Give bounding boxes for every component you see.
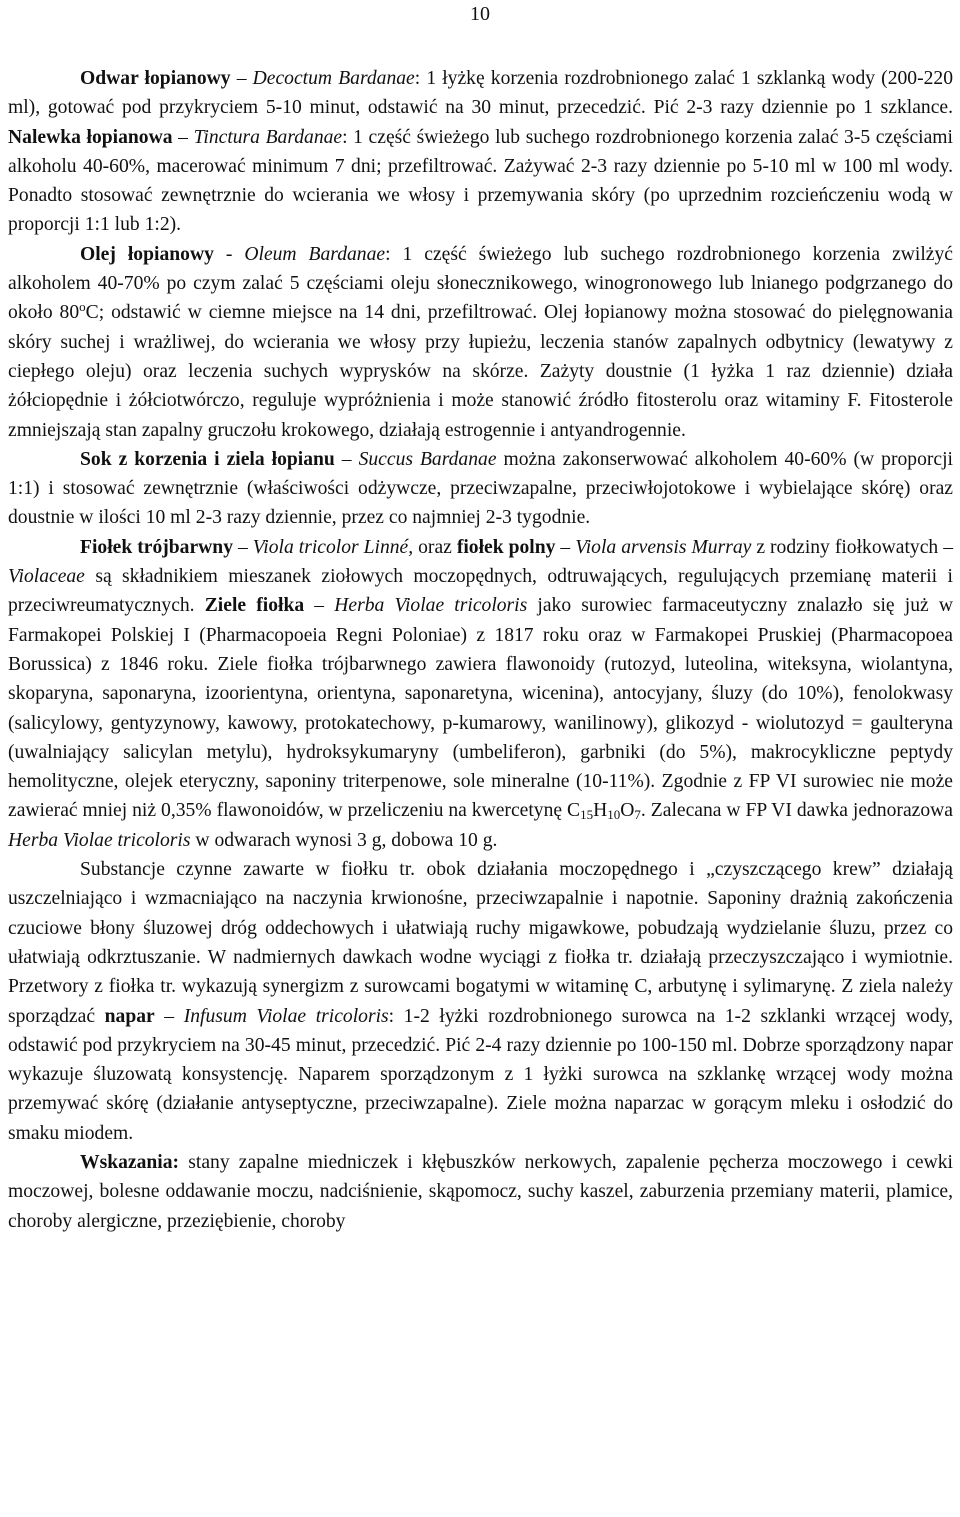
text-run: – (154, 1005, 184, 1027)
bold-term: napar (104, 1005, 155, 1027)
text-run: : 1 część świeżego lub suchego rozdrobnionego korzenia zwilżyć alkoholem 40-70% po czym zalać 5 częściami oleju słonecznikowego, winogronowego lub lnianego podgrzanego do około 80 (8, 243, 954, 324)
paragraph (8, 855, 953, 1148)
bold-term: Sok z korzenia i ziela łopianu (80, 448, 335, 470)
bold-term: fiołek polny (456, 536, 556, 558)
bold-term: Ziele fiołka (204, 595, 305, 617)
text-run: można zakonserwować alkoholem 40-60% (w proporcji 1:1) i stosować zewnętrznie (właściwości odżywcze, przeciwzapalne, przeciwłojotokowe i wybielające skórę) oraz doustnie w ilości 10 ml 2-3 razy dziennie, przez co najmniej 2-3 tygodnie. (8, 448, 953, 529)
italic-term: Viola arvensis Murray (575, 536, 752, 558)
subscript: 15 (580, 807, 594, 823)
text-run: C; odstawić w ciemne miejsce na 14 dni, przefiltrować. Olej łopianowy można stosować do pielęgnowania skóry suchej i wrażliwej, do wcierania we włosy przy łupieżu, leczenia stanów zapalnych odbytnicy (lewatywy z ciepłego oleju) oraz leczenia suchych wyprysków na skórze. Zażyty doustnie (1 łyżka 1 raz dziennie) działa żółciopędnie i żółciotwórczo, reguluje wypróżnienia i może stanowić źródło fitosterolu oraz witaminy F. Fitosterole zmniejszają stan zapalny gruczołu krokowego, działają estrogennie i antyandrogennie. (8, 302, 953, 441)
italic-term: Tinctura Bardanae (193, 126, 343, 148)
text-run: – (304, 595, 335, 617)
text-run: – (172, 126, 194, 148)
text-run: : 1-2 łyżki rozdrobnionego surowca na 1-2 szklanki wrzącej wody, odstawić pod przykryciem na 30-45 minut, przecedzić. Pić 2-4 razy dziennie po 100-150 ml. Dobrze sporządzony napar wykazuje śluzowatą konsystencję. Naparem sporządzonym z 1 łyżki surowca na szklankę wrzącej wody można przemywać skórę (działanie antyseptyczne, przeciwzapalne). Ziele można naparzac w gorącym mleku i osłodzić do smaku miodem. (8, 1005, 954, 1144)
bold-term: Nalewka łopianowa (8, 126, 173, 148)
subscript: 7 (634, 807, 641, 823)
text-run: – (555, 536, 576, 558)
text-run: są składnikiem mieszanek ziołowych moczopędnych, odtruwających, regulujących przemianę materii i przeciwreumatycznych. (8, 566, 953, 617)
paragraph (8, 533, 953, 855)
document-body (8, 64, 953, 1236)
subscript: 10 (607, 807, 621, 823)
text-run: : 1 łyżkę korzenia rozdrobnionego zalać 1 szklanką wody (200-220 ml), gotować pod przykryciem 5-10 minut, odstawić na 30 minut, przecedzić. Pić 2-3 razy dziennie po 1 szklance. (8, 68, 954, 119)
text-run: . Zalecana w FP VI dawka jednorazowa (640, 800, 953, 822)
text-run: stany zapalne miedniczek i kłębuszków nerkowych, zapalenie pęcherza moczowego i cewki moczowej, bolesne oddawanie moczu, nadciśnienie, skąpomocz, suchy kaszel, zaburzenia przemiany materii, plamice, choroby alergiczne, przeziębienie, choroby (8, 1151, 953, 1232)
text-run: : 1 część świeżego lub suchego rozdrobnionego korzenia zalać 3-5 częściami alkoholu 40-60%, macerować minimum 7 dni; przefiltrować. Zażywać 2-3 razy dziennie po 5-10 ml w 100 ml wody. Ponadto stosować zewnętrznie do wcierania we włosy i przemywania skóry (po uprzednim rozcieńczeniu wodą w proporcji 1:1 lub 1:2). (8, 126, 953, 236)
italic-term: Violaceae (8, 566, 85, 588)
text-run: w odwarach wynosi 3 g, dobowa 10 g. (190, 829, 498, 851)
text-run: O (620, 800, 635, 822)
text-run: oraz (413, 536, 457, 558)
italic-term: Oleum Bardanae (244, 243, 386, 265)
paragraph (8, 64, 953, 240)
superscript: o (79, 299, 86, 315)
text-run: - (213, 243, 245, 265)
text-run: – (334, 448, 359, 470)
italic-term: Herba Violae tricoloris (334, 595, 528, 617)
paragraph (8, 1148, 953, 1236)
bold-term: Olej łopianowy (80, 243, 214, 265)
italic-term: Decoctum Bardanae (252, 68, 415, 89)
italic-term: Herba Violae tricoloris (8, 829, 191, 851)
bold-term: Fiołek trójbarwny (80, 536, 234, 558)
text-run: – (233, 536, 253, 558)
bold-term: Odwar łopianowy (80, 68, 231, 89)
paragraph (8, 240, 953, 445)
paragraph (8, 445, 953, 533)
text-run: – (230, 68, 253, 89)
text-run: Substancje czynne zawarte w fiołku tr. obok działania moczopędnego i „czyszczącego krew” działają uszczelniająco i wzmacniająco na naczynia krwionośne, przeciwzapalnie i napotnie. Saponiny drażnią zakończenia czuciowe błony śluzowej dróg oddechowych i ułatwiają ruchy migawkowe, pobudzają wydzielanie śluzu, przez co ułatwiają odkrztuszanie. W nadmiernych dawkach wodne wyciągi z fiołka tr. działają przeczyszczająco i wymiotnie. Przetwory z fiołka tr. wykazują synergizm z surowcami bogatymi w witaminę C, arbutynę i sylimarynę. Z ziela należy sporządzać (8, 859, 953, 1027)
italic-term: Succus Bardanae (358, 448, 497, 470)
italic-term: Viola tricolor Linné, (252, 536, 414, 558)
page-number: 10 (470, 3, 490, 25)
text-run: z rodziny fiołkowatych – (751, 536, 953, 558)
italic-term: Infusum Violae tricoloris (183, 1005, 389, 1027)
bold-term: Wskazania: (80, 1151, 180, 1173)
text-run: H (593, 800, 608, 822)
text-run: jako surowiec farmaceutyczny znalazło się już w Farmakopei Polskiej I (Pharmacopoeia Regni Poloniae) z 1817 roku oraz w Farmakopei Pruskiej (Pharmacopoea Borussica) z 1846 roku. Ziele fiołka trójbarwnego zawiera flawonoidy (rutozyd, luteolina, witeksyna, wiolantyna, skoparyna, saponaryna, izoorientyna, orientyna, saponaretyna, wicenina), antocyjany, śluzy (do 10%), fenolokwasy (salicylowy, gentyzynowy, kawowy, protokatechowy, p-kumarowy, wanilinowy), glikozyd - wiolutozyd = gaulteryna (uwalniający salicylan metylu), hydroksykumaryny (umbeliferon), garbniki (do 5%), makrocykliczne peptydy hemolityczne, olejek eteryczny, saponiny triterpenowe, sole mineralne (10-11%). Zgodnie z FP VI surowiec nie może zawierać mniej niż 0,35% flawonoidów, w przeliczeniu na kwercetynę C (8, 595, 953, 822)
